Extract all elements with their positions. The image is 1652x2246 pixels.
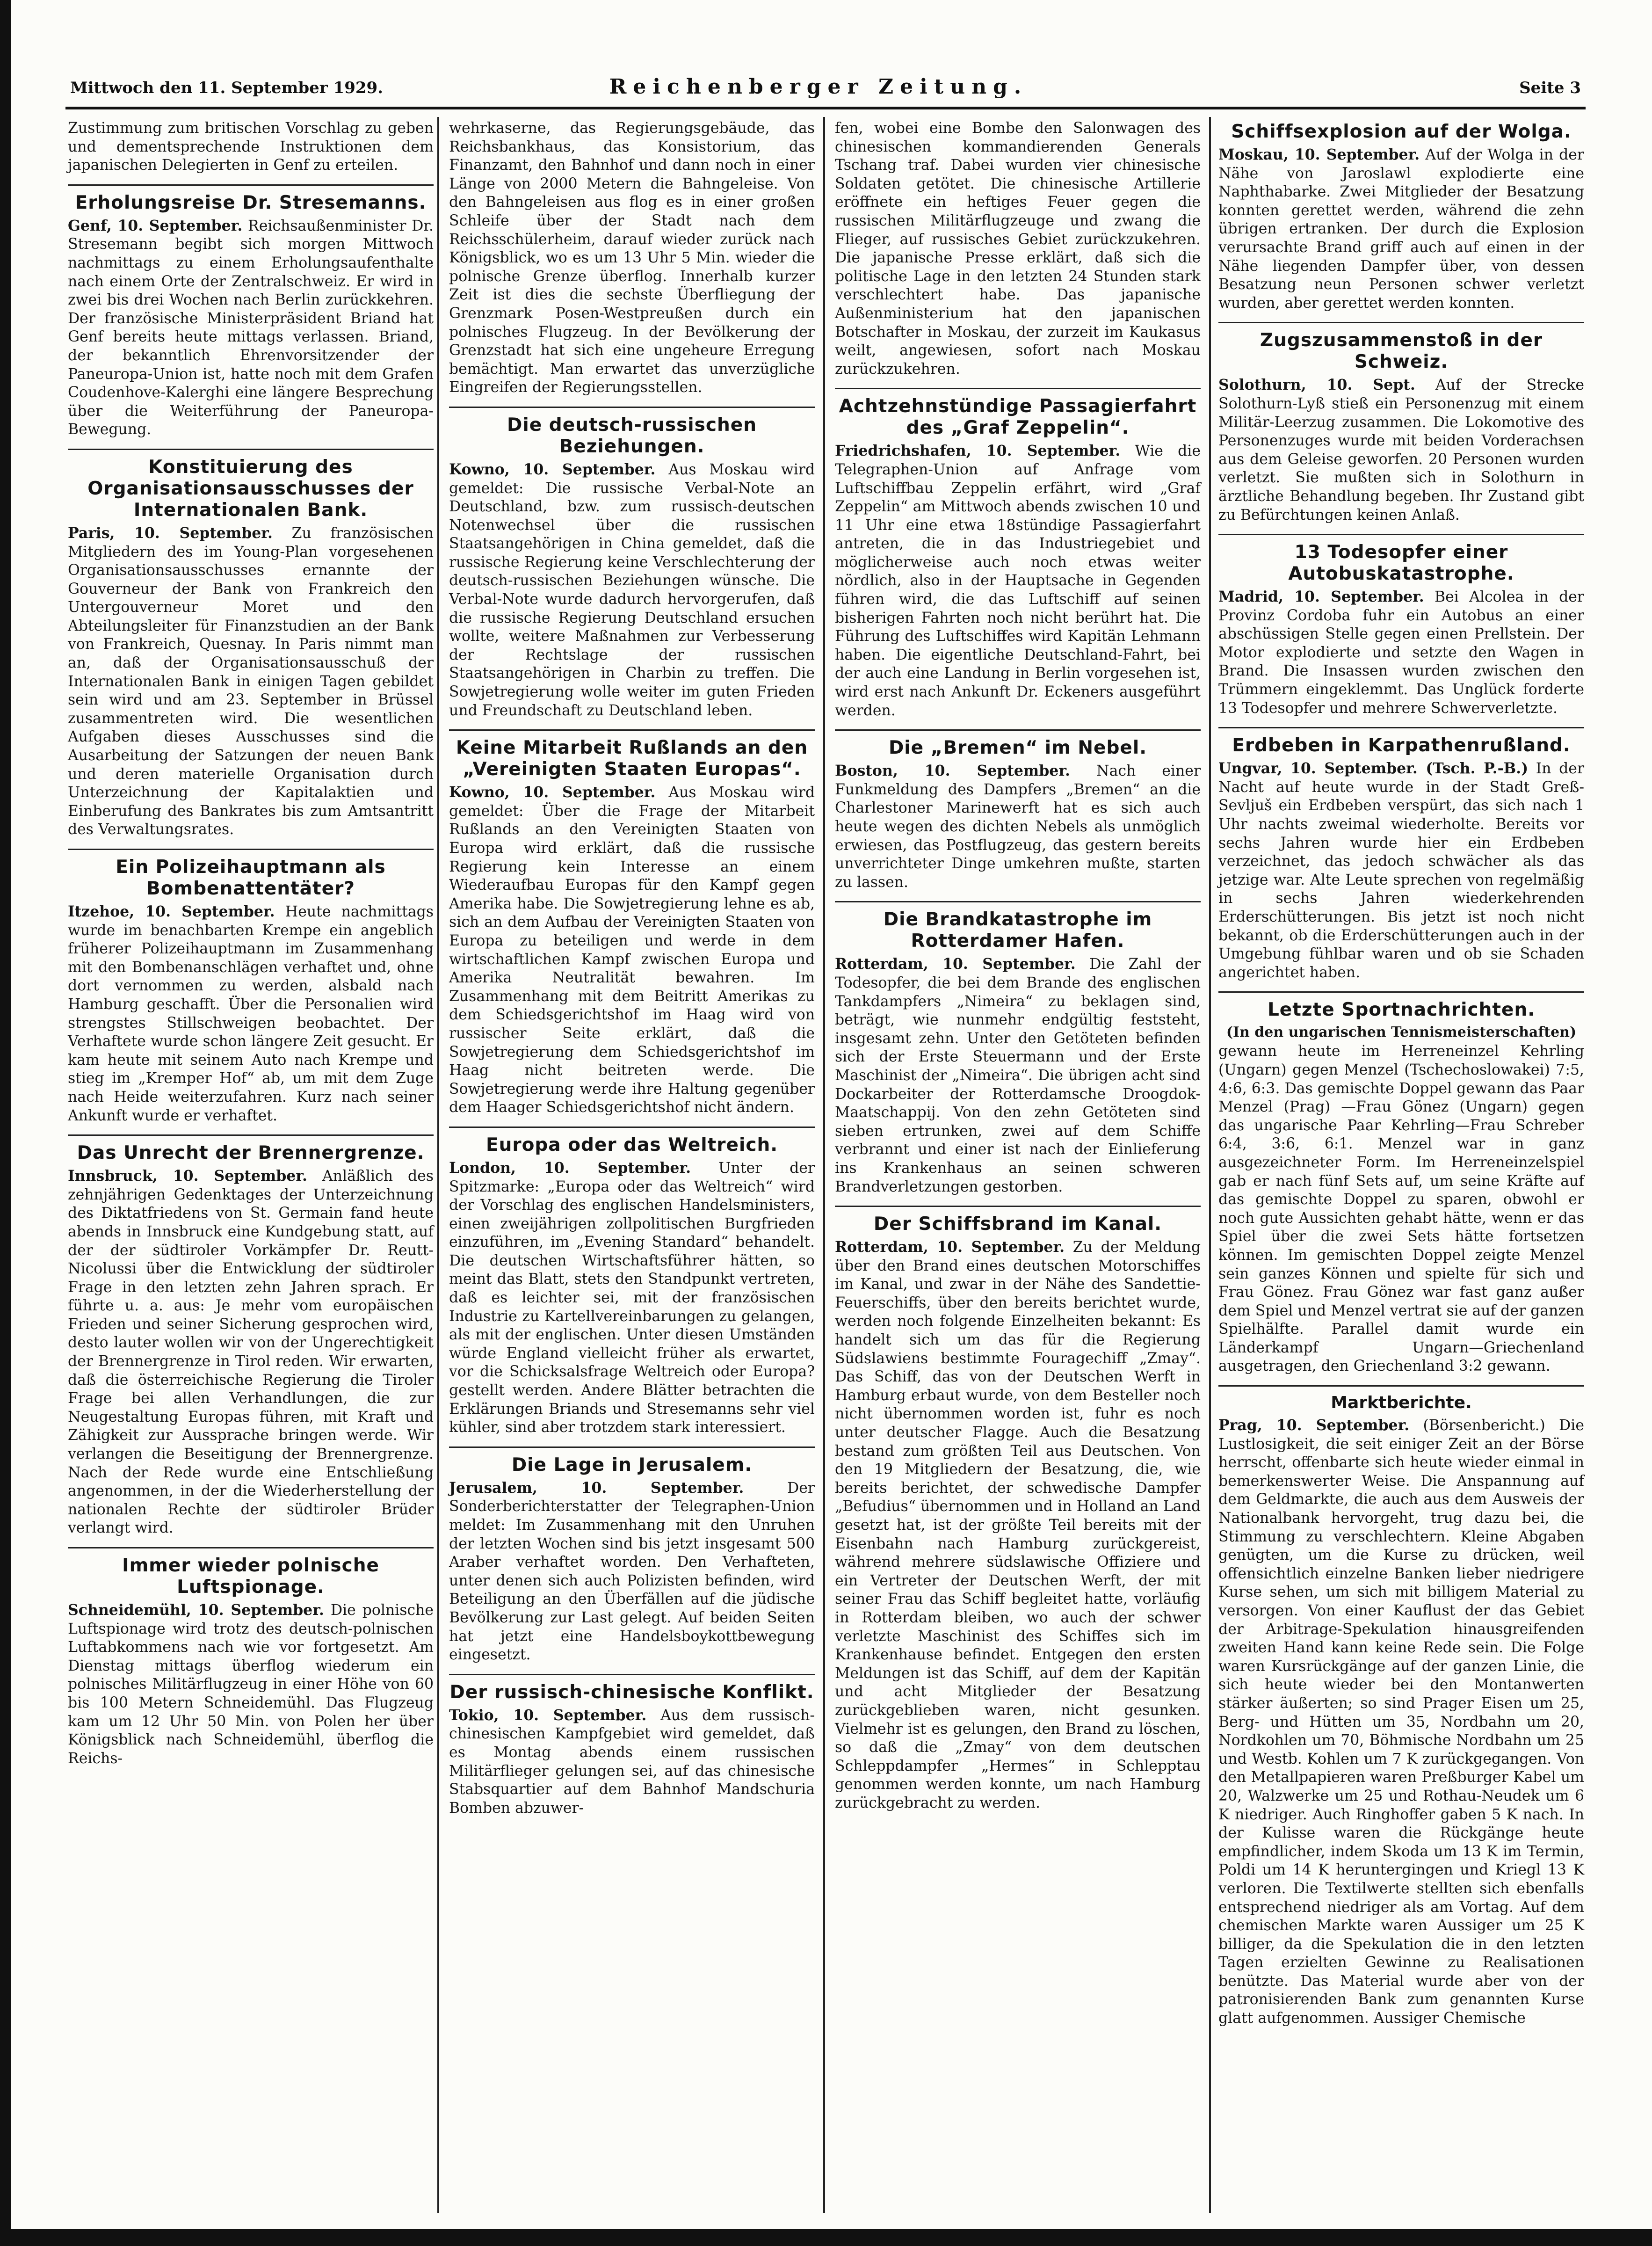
article-text: (Börsenbericht.) Die Lustlosigkeit, die seit einiger Zeit an der Börse herrscht, offenbarte sich heute wieder einmal in bemerkenswerter Weise. Die Anspannung auf dem Geldmarkte, die auch aus dem Ausweis der Nationalbank hervorgeht, trug dazu bei, die Stimmung zu verschlechtern. Kleine Abgaben genügten, um die Kurse zu drücken, weil offensichtlich einzelne Banken lieber niedrigere Kurse sehen, um sich mit billigem Material zu versorgen. Von einer Kauflust der das Gebiet der Arbitrage-Spekulation hinausgreifenden zweiten Hand kann keine Rede sein. Die Folge waren Kursrückgänge auf der ganzen Linie, die sich heute wieder bei den Montanwerten stärker äußerten; so sind Prager Eisen um 25, Berg- und Hütten um 35, Nordbahn um 20, Nordkohlen um 70, Böhmische Nordbahn um 25 und Westb. Kohlen um 7 K zurückgegangen. Von den Metallpapieren waren Preßburger Kabel um 20, Walzwerke um 25 und Rothau-Neudek um 6 K niedriger. Auch Ringhoffer gaben 5 K nach. In der Kulisse waren die Rückgänge heute empfindlicher, indem Skoda um 13 K im Termin, Poldi um 14 K heruntergingen und Kriegl 13 K verloren. Die Textilwerte stellten sich ebenfalls entsprechend niedriger als am Vortag. Auf dem chemischen Markte waren Aussiger um 25 K billiger, da die Spekulation die in den letzten Tagen erzielten Gewinne zu Realisationen benützte. Das Material wurde aber von der patronisierenden Bank zum genannten Kurse glatt aufgenommen. Aussiger Chemische bbox=[1218, 1417, 1584, 2027]
article-divider bbox=[449, 1674, 815, 1675]
article-text: Auf der Strecke Solothurn-Lyß stieß ein Personenzug mit einem Militär-Leerzug zusammen. Die Lokomotive des Personenzuges wurde mit beiden Vorderachsen aus dem Geleise geworfen. 20 Personen wurden verletzt. Sie mußten sich in Solothurn in ärztliche Behandlung begeben. Ihr Zustand gibt zu Befürchtungen keinen Anlaß. bbox=[1218, 377, 1584, 523]
article bbox=[1218, 991, 1584, 1376]
article-body bbox=[449, 783, 815, 1117]
article-body bbox=[1218, 1416, 1584, 2028]
article-text: Unter der Spitzmarke: „Europa oder das Weltreich“ wird der Vorschlag des englischen Handelsministers, einen zweijährigen zollpolitischen Burgfrieden einzuführen, im „Evening Standard“ behandelt. Die deutschen Wirtschaftsführer hätten, so meint das Blatt, stets den Standpunkt vertreten, daß es leichter sei, mit der französischen Industrie zu Kartellvereinbarungen zu gelangen, als mit der englischen. Unter diesen Umständen würde England vielleicht früher als erwartet, vor die Schicksalsfrage Weltreich oder Europa? gestellt werden. Andere Blätter betrachten die Erklärungen Briands und Stresemanns sehr viel kühler, sind aber trotzdem stark interessiert. bbox=[449, 1159, 815, 1436]
column-rule bbox=[1209, 117, 1211, 2213]
article-dateline: Paris, 10. September. bbox=[68, 524, 273, 542]
article-headline: Schiffsexplosion auf der Wolga. bbox=[1231, 121, 1572, 142]
article-divider bbox=[68, 1134, 434, 1136]
article bbox=[1218, 322, 1584, 524]
article-body bbox=[68, 1601, 434, 1768]
article bbox=[68, 449, 434, 839]
article-divider bbox=[449, 407, 815, 408]
masthead-rule bbox=[65, 107, 1586, 109]
scan-border-bottom bbox=[0, 2229, 1652, 2246]
article-headline: Letzte Sportnachrichten. bbox=[1267, 999, 1536, 1021]
article bbox=[835, 729, 1201, 892]
article-body bbox=[68, 217, 434, 439]
article-divider bbox=[835, 729, 1201, 731]
article-body bbox=[835, 442, 1201, 720]
article-body bbox=[449, 1479, 815, 1665]
article-body bbox=[449, 1706, 815, 1818]
article bbox=[449, 729, 815, 1117]
article bbox=[68, 184, 434, 439]
article-body bbox=[68, 1167, 434, 1538]
article-divider bbox=[68, 1547, 434, 1548]
article-dateline: Tokio, 10. September. bbox=[449, 1706, 647, 1724]
article-text: Bei Alcolea in der Provinz Cordoba fuhr ein Autobus an einer abschüssigen Stelle gegen einen Prellstein. Der Motor explodierte und setzte den Wagen in Brand. Die Insassen wurden zwischen den Trümmern eingeklemmt. Das Unglück forderte 13 Todesopfer und mehrere Schwerverletzte. bbox=[1218, 589, 1584, 717]
newspaper-title: Reichenberger Zeitung. bbox=[609, 75, 1028, 99]
article-dateline: Jerusalem, 10. September. bbox=[449, 1479, 744, 1497]
article-text: fen, wobei eine Bombe den Salonwagen des chinesischen kommandierenden Generals Tschang traf. Dabei wurden vier chinesische Soldaten getötet. Die chinesische Artillerie eröffnete ein heftiges Feuer gegen die russischen Militärflugzeuge und zwang die Flieger, auf russisches Gebiet zurückzukehren. Die japanische Presse erklärt, daß sich die politische Lage in den letzten 24 Stunden stark verschlechtert habe. Das japanische Außenministerium hat den japanischen Botschafter in Moskau, der zurzeit im Kaukasus weilt, angewiesen, sofort nach Moskau zurückzukehren. bbox=[835, 120, 1201, 378]
article-dateline: Kowno, 10. September. bbox=[449, 784, 656, 801]
article-dateline: Madrid, 10. September. bbox=[1218, 588, 1424, 606]
article-dateline: Rotterdam, 10. September. bbox=[835, 1238, 1065, 1256]
article-divider bbox=[1218, 727, 1584, 728]
article-text: Zustimmung zum britischen Vorschlag zu geben und dementsprechende Instruktionen dem japanischen Delegierten in Genf zu erteilen. bbox=[68, 120, 434, 174]
article bbox=[449, 1674, 815, 1818]
article bbox=[68, 119, 434, 175]
article bbox=[1218, 727, 1584, 982]
article-body bbox=[68, 902, 434, 1125]
column-3 bbox=[835, 119, 1201, 1822]
masthead bbox=[70, 75, 1581, 103]
article-text: Aus dem russisch-chinesischen Kampfgebiet wird gemeldet, daß es Montag abends einem russischen Militärflieger gelungen sei, auf das chinesische Stabsquartier auf dem Bahnhof Mandschuria Bomben abzuwer- bbox=[449, 1707, 815, 1817]
article-text: Die polnische Luftspionage wird trotz des deutsch-polnischen Luftabkommens nach wie vor fortgesetzt. Am Dienstag mittags überflog wiederum ein polnisches Militärflugzeug in einer Höhe von 60 bis 100 Metern Schneidemühl. Das Flugzeug kam um 12 Uhr 50 Min. von Polen her über Königsblick nach Schneidemühl, überflog die Reichs- bbox=[68, 1602, 434, 1767]
article-text: wehrkaserne, das Regierungsgebäude, das Reichsbankhaus, das Konsistorium, das Finanzamt, den Bahnhof und dann noch in einer Länge von 2000 Metern die Bahngeleise. Von den Bahngeleisen aus flog es in einer großen Schleife über der Stadt nach dem Reichsschülerheim, darauf wieder zurück nach Königsblick, wo es um 13 Uhr 5 Min. wieder die polnische Grenze überflog. Innerhalb kurzer Zeit ist dies die sechste Überfliegung der Grenzmark Posen-Westpreußen durch ein polnisches Flugzeug. In der Bevölkerung der Grenzstadt hat sich eine ungeheure Erregung bemächtigt. Man erwartet das unverzügliche Eingreifen der Regierungsstellen. bbox=[449, 120, 815, 396]
article-dateline: Prag, 10. September. bbox=[1218, 1417, 1410, 1434]
article-subhead: (In den ungarischen Tennismeisterschaften) bbox=[1226, 1024, 1577, 1041]
article-dateline: London, 10. September. bbox=[449, 1159, 691, 1177]
article-headline: Der russisch-chinesische Konflikt. bbox=[449, 1681, 814, 1703]
article-text: Der Sonderberichterstatter der Telegraphen-Union meldet: Im Zusammenhang mit den Unruhen der letzten Wochen sind bis jetzt insgesamt 500 Araber verhaftet worden. Den Verhafteten, unter denen sich auch Polizisten befinden, wird Beteiligung an den Überfällen auf die jüdische Bevölkerung zur Last gelegt. Auf beiden Seiten hat jetzt eine Handelsboykottbewegung eingesetzt. bbox=[449, 1479, 815, 1664]
article-headline: Die deutsch-russischen Beziehungen. bbox=[507, 414, 757, 457]
scan-border-left bbox=[0, 0, 11, 2246]
article-divider bbox=[835, 901, 1201, 902]
article-body bbox=[835, 762, 1201, 892]
article-headline: Europa oder das Weltreich. bbox=[485, 1134, 778, 1156]
article-body bbox=[68, 119, 434, 175]
article-divider bbox=[835, 1206, 1201, 1207]
article-body bbox=[1218, 376, 1584, 524]
article-divider bbox=[449, 1127, 815, 1128]
article-headline: Ein Polizeihauptmann als Bombenattentäter? bbox=[116, 857, 386, 899]
article-dateline: Friedrichshafen, 10. September. bbox=[835, 442, 1121, 460]
article-dateline: Moskau, 10. September. bbox=[1218, 146, 1420, 163]
article-dateline: Rotterdam, 10. September. bbox=[835, 955, 1076, 973]
article-divider bbox=[835, 388, 1201, 389]
article-text: Auf der Wolga in der Nähe von Jaroslawl explodierte eine Naphthabarke. Zwei Mitglieder der Besatzung konnten gerettet werden, während die zehn übrigen ertranken. Der durch die Explosion verursachte Brand griff auch auf einen in der Nähe liegenden Dampfer über, von dessen Besatzung neun Personen schwer verletzt wurden, aber gerettet werden konnten. bbox=[1218, 146, 1584, 312]
article-body bbox=[1218, 588, 1584, 718]
article-headline: Immer wieder polnische Luftspionage. bbox=[122, 1555, 379, 1598]
article bbox=[449, 1127, 815, 1437]
article-divider bbox=[1218, 534, 1584, 535]
article-body bbox=[449, 1159, 815, 1437]
column-rule bbox=[437, 117, 439, 2213]
article-headline: Achtzehnstündige Passagierfahrt des „Graf Zeppelin“. bbox=[839, 396, 1197, 439]
page-number: Seite 3 bbox=[1519, 79, 1581, 97]
article-dateline: Itzehoe, 10. September. bbox=[68, 903, 275, 920]
column-2 bbox=[449, 119, 815, 1827]
article-text: Heute nachmittags wurde im benachbarten Krempe ein angeblich früherer Polizeihauptmann im Zusammenhang mit den Bombenanschlägen verhaftet und, ohne dort vernommen zu werden, alsbald nach Hamburg geschafft. Über die Personalien wird strengstes Stillschweigen beobachtet. Der Verhaftete wurde schon längere Zeit gesucht. Er kam heute mit seinem Auto nach Krempe und stieg im „Kremper Hof“ ab, um mit dem Zuge nach Heide weiterzufahren. Kurz nach seiner Ankunft wurde er verhaftet. bbox=[68, 903, 434, 1124]
article-headline: Keine Mitarbeit Rußlands an den „Vereinigten Staaten Europas“. bbox=[456, 737, 808, 780]
article-text: Die Zahl der Todesopfer, die bei dem Brande des englischen Tankdampfers „Nimeira“ zu beklagen sind, beträgt, wie nunmehr endgültig feststeht, insgesamt zehn. Unter den Getöteten befinden sich der Erste Steuermann und der Erste Maschinist der „Nimeira“. Die übrigen acht sind Dockarbeiter der Rotterdamsche Droogdok-Maatschappij. Von den zehn Getöteten sind sieben ertrunken, zwei auf dem Schiffe verbrannt und einer ist nach der Einlieferung ins Krankenhaus an seinen schweren Brandverletzungen gestorben. bbox=[835, 956, 1201, 1195]
column-rule bbox=[823, 117, 825, 2213]
article-headline: Zugszusammenstoß in der Schweiz. bbox=[1260, 330, 1543, 373]
article-dateline: Innsbruck, 10. September. bbox=[68, 1167, 307, 1185]
issue-date: Mittwoch den 11. September 1929. bbox=[70, 79, 384, 97]
article-dateline: Kowno, 10. September. bbox=[449, 460, 656, 478]
article-body bbox=[835, 1238, 1201, 1812]
article bbox=[68, 1547, 434, 1768]
article-text: Aus Moskau wird gemeldet: Über die Frage der Mitarbeit Rußlands an den Vereinigten Staaten von Europa wird erklärt, daß die russische Regierung kein Interesse an einem Wiederaufbau Europas für den Kampf gegen Amerika habe. Die Sowjetregierung lehne es ab, sich an dem Aufbau der Vereinigten Staaten von Europa zu beteiligen und werde in dem wirtschaftlichen Kampf zwischen Europa und Amerika Neutralität bewahren. Im Zusammenhang mit dem Beitritt Amerikas zu dem Schiedsgerichtshof im Haag wird von russischer Seite erklärt, daß die Sowjetregierung dem Schiedsgerichtshof im Haag nicht beitreten werde. Die Sowjetregierung werde ihre Haltung gegenüber dem Haager Schiedsgerichtshof nicht ändern. bbox=[449, 784, 815, 1116]
article bbox=[68, 1134, 434, 1538]
article-text: Aus Moskau wird gemeldet: Die russische Verbal-Note an Deutschland, bzw. zum russisch-deutschen Notenwechsel über die russischen Staatsangehörigen in China gemeldet, daß die russische Regierung keine Verschlechterung der deutsch-russischen Beziehungen wünsche. Die Verbal-Note wurde dadurch hervorgerufen, daß die russische Regierung Deutschland ersuchen wollte, weitere Maßnahmen zur Verbesserung der Rechtslage der russischen Staatsangehörigen in Charbin zu treffen. Die Sowjetregierung wolle weiter im guten Frieden und Freundschaft zu Deutschland leben. bbox=[449, 461, 815, 719]
article-dateline: Solothurn, 10. Sept. bbox=[1218, 376, 1415, 394]
article-dateline: Genf, 10. September. bbox=[68, 217, 243, 234]
article-text: Anläßlich des zehnjährigen Gedenktages der Unterzeichnung des Diktatfriedens von St. Germain fand heute abends in Innsbruck eine Kundgebung statt, auf der der südtiroler Vorkämpfer Dr. Reutt-Nicolussi über die Entwicklung der südtiroler Frage in den letzten zehn Jahren sprach. Er führte u. a. aus: Je mehr vom europäischen Frieden und seiner Sicherung gesprochen wird, desto lauter wollen wir von der Ungerechtigkeit der Brennergrenze in Tirol reden. Wir erwarten, daß die österreichische Regierung die Tiroler Frage bei allen Verhandlungen, die zur Neugestaltung Europas führen, mit Kraft und Zähigkeit zur Aussprache bringen werde. Wir verlangen die Beseitigung der Brennergrenze. Nach der Rede wurde eine Entschließung angenommen, in der die Wiederherstellung der nationalen Rechte der südtiroler Brüder verlangt wird. bbox=[68, 1168, 434, 1537]
column-1 bbox=[68, 119, 434, 1777]
article-text: Nach einer Funkmeldung des Dampfers „Bremen“ an die Charlestoner Marinewerft hat es sich auch heute wegen des dichten Nebels als unmöglich erwiesen, das Postflugzeug, das gestern bereits unverrichteter Dinge umkehren mußte, starten zu lassen. bbox=[835, 763, 1201, 891]
article-headline: Die Brandkatastrophe im Rotterdamer Hafen. bbox=[883, 909, 1152, 952]
article bbox=[1218, 121, 1584, 313]
column-4 bbox=[1218, 119, 1584, 2037]
article-text: Zu französischen Mitgliedern des im Young-Plan vorgesehenen Organisationsausschusses ernannte der Gouverneur der Bank von Frankreich den Untergouverneur Moret und den Abteilungsleiter für Finanzstudien an der Bank von Frankreich, Quesnay. In Paris nimmt man an, daß der Organisationsausschuß der Internationalen Bank in einigen Tagen gebildet sein wird und am 23. September in Brüssel zusammentreten wird. Die wesentlichen Aufgaben dieses Ausschusses sind die Ausarbeitung der Satzungen der neuen Bank und deren materielle Organisation durch Unterzeichnung der Kapitalaktien und Einberufung des Bankrates bis zum Amtsantritt des Verwaltungsrates. bbox=[68, 524, 434, 838]
article-dateline: Schneidemühl, 10. September. bbox=[68, 1601, 324, 1619]
article-headline: 13 Todesopfer einer Autobuskatastrophe. bbox=[1288, 542, 1514, 585]
article bbox=[1218, 534, 1584, 718]
article-divider bbox=[68, 449, 434, 450]
article-text: Wie die Telegraphen-Union auf Anfrage vom Luftschiffbau Zeppelin erfährt, wird „Graf Zeppelin“ am Mittwoch abends zwischen 10 und 11 Uhr eine etwa 18stündige Passagierfahrt antreten, die in das Industriegebiet und möglicherweise auch noch etwas weiter nördlich, also in der Hauptsache in Gegenden führen wird, die das Luftschiff auf seinen bisherigen Fahrten noch nicht berührt hat. Die Führung des Luftschiffes wird Kapitän Lehmann haben. Die eigentliche Deutschland-Fahrt, bei der auch eine Landung in Berlin vorgesehen ist, wird erst nach Ankunft Dr. Eckeners ausgeführt werden. bbox=[835, 443, 1201, 719]
article-divider bbox=[449, 729, 815, 731]
article bbox=[449, 119, 815, 397]
article-headline: Konstituierung des Organisationsausschusses der Internationalen Bank. bbox=[87, 456, 414, 521]
article-body bbox=[449, 119, 815, 397]
article-body bbox=[449, 460, 815, 720]
article-divider bbox=[68, 849, 434, 850]
article-headline: Erholungsreise Dr. Stresemanns. bbox=[75, 192, 427, 213]
article-headline: Das Unrecht der Brennergrenze. bbox=[77, 1142, 425, 1164]
article bbox=[835, 901, 1201, 1196]
article-text: Zu der Meldung über den Brand eines deutschen Motorschiffes im Kanal, und zwar in der Nähe des Sandettie-Feuerschiffs, über den bereits berichtet wurde, werden noch folgende Einzelheiten bekannt: Es handelt sich um das für die Regierung Südslawiens bestimmte Fouragechiff „Zmay“. Das Schiff, das von der Deutschen Werft in Hamburg erbaut wurde, von dem Besteller noch nicht übernommen worden ist, fuhr es noch unter deutscher Flagge. Auch die Besatzung bestand zum größten Teil aus Deutschen. Von den 19 Mitgliedern der Besatzung, die, wie bereits berichtet, der schwedische Dampfer „Befudius“ übernommen und in Holland an Land gesetzt hat, ist der größte Teil bereits mit der Eisenbahn nach Hamburg zurückgereist, während mehrere südslawische Offiziere und ein Vertreter der Deutschen Werft, der mit seiner Frau das Schiff begleitet hatte, vorläufig in Rotterdam bleiben, wo auch der schwer verletzte Maschinist des Schiffes sich im Krankenhause befindet. Entgegen den ersten Meldungen ist das Schiff, auf dem der Kapitän und acht Mitglieder der Besatzung zurückgeblieben waren, nicht gesunken. Vielmehr ist es gelungen, den Brand zu löschen, so daß die „Zmay“ von dem deutschen Schleppdampfer „Hermes“ in Schlepptau genommen werden konnte, um nach Hamburg zurückgebracht zu werden. bbox=[835, 1239, 1201, 1811]
article-divider bbox=[1218, 1385, 1584, 1387]
article-body bbox=[1218, 1042, 1584, 1376]
article-headline: Die Lage in Jerusalem. bbox=[511, 1454, 753, 1476]
article-divider bbox=[1218, 322, 1584, 323]
article-body bbox=[68, 524, 434, 839]
article bbox=[1218, 1385, 1584, 2028]
article-dateline: Ungvar, 10. September. (Tsch. P.-B.) bbox=[1218, 760, 1529, 778]
article-body bbox=[1218, 759, 1584, 982]
article-text: Reichsaußenminister Dr. Stresemann begibt sich morgen Mittwoch nachmittags zu einem Erholungsaufenthalte nach einem Orte der Zentralschweiz. Er wird in zwei bis drei Wochen nach Berlin zurückkehren. Der französische Ministerpräsident Briand hat Genf bereits heute mittags verlassen. Briand, der bekanntlich Ehrenvorsitzender der Paneuropa-Union ist, hatte noch mit dem Grafen Coudenhove-Kalerghi eine längere Besprechung über die Weiterführung der Paneuropa-Bewegung. bbox=[68, 217, 434, 438]
article-body bbox=[1218, 145, 1584, 313]
article-divider bbox=[1218, 991, 1584, 993]
article bbox=[449, 1446, 815, 1665]
article-body bbox=[835, 119, 1201, 378]
article-divider bbox=[449, 1446, 815, 1448]
article bbox=[835, 1206, 1201, 1812]
article bbox=[835, 119, 1201, 378]
article-dateline: Boston, 10. September. bbox=[835, 762, 1070, 780]
article-headline: Der Schiffsbrand im Kanal. bbox=[873, 1214, 1162, 1235]
article-headline: Marktberichte. bbox=[1331, 1393, 1472, 1413]
article bbox=[835, 388, 1201, 720]
article-divider bbox=[68, 184, 434, 186]
article-text: gewann heute im Herreneinzel Kehrling (Ungarn) gegen Menzel (Tschechoslowakei) 7:5, 4:6, 6:3. Das gemischte Doppel gewann das Paar Menzel (Prag) —Frau Gönez (Ungarn) gegen das ungarische Paar Kehrling—Frau Schreber 6:4, 3:6, 6:1. Menzel war in ganz ausgezeichneter Form. Im Herreneinzelspiel gab er nach fünf Sets auf, um seine Kräfte auf das gemischte Doppel zu sparen, obwohl er noch gute Aussichten gehabt hätte, wenn er das Spiel über die zwei Sets hätte fortsetzen können. Im gemischten Doppel zeigte Menzel sein ganzes Können und spielte für sich und Frau Gönez. Frau Gönez war fast ganz außer dem Spiel und Menzel vertrat sie auf der ganzen Spielhälfte. Parallel damit wurde ein Länderkampf Ungarn—Griechenland ausgetragen, den Griechenland 3:2 gewann. bbox=[1218, 1043, 1584, 1375]
article-text: In der Nacht auf heute wurde in der Stadt Greß-Sevljuš ein Erdbeben verspürt, das sich nach 1 Uhr nachts zweimal wiederholte. Bereits vor sechs Jahren wurde hier ein Erdbeben verzeichnet, das jedoch schwächer als das jetzige war. Alte Leute sprechen von regelmäßig in sechs Jahren wiederkehrenden Erderschütterungen. Bis jetzt ist noch nicht bekannt, ob die Erderschütterungen auch in der Umgebung fühlbar waren und ob sie Schaden angerichtet haben. bbox=[1218, 760, 1585, 981]
article-body bbox=[835, 955, 1201, 1196]
article bbox=[68, 849, 434, 1125]
article bbox=[449, 407, 815, 720]
article-headline: Die „Bremen“ im Nebel. bbox=[888, 737, 1147, 759]
article-headline: Erdbeben in Karpathenrußland. bbox=[1232, 735, 1571, 756]
